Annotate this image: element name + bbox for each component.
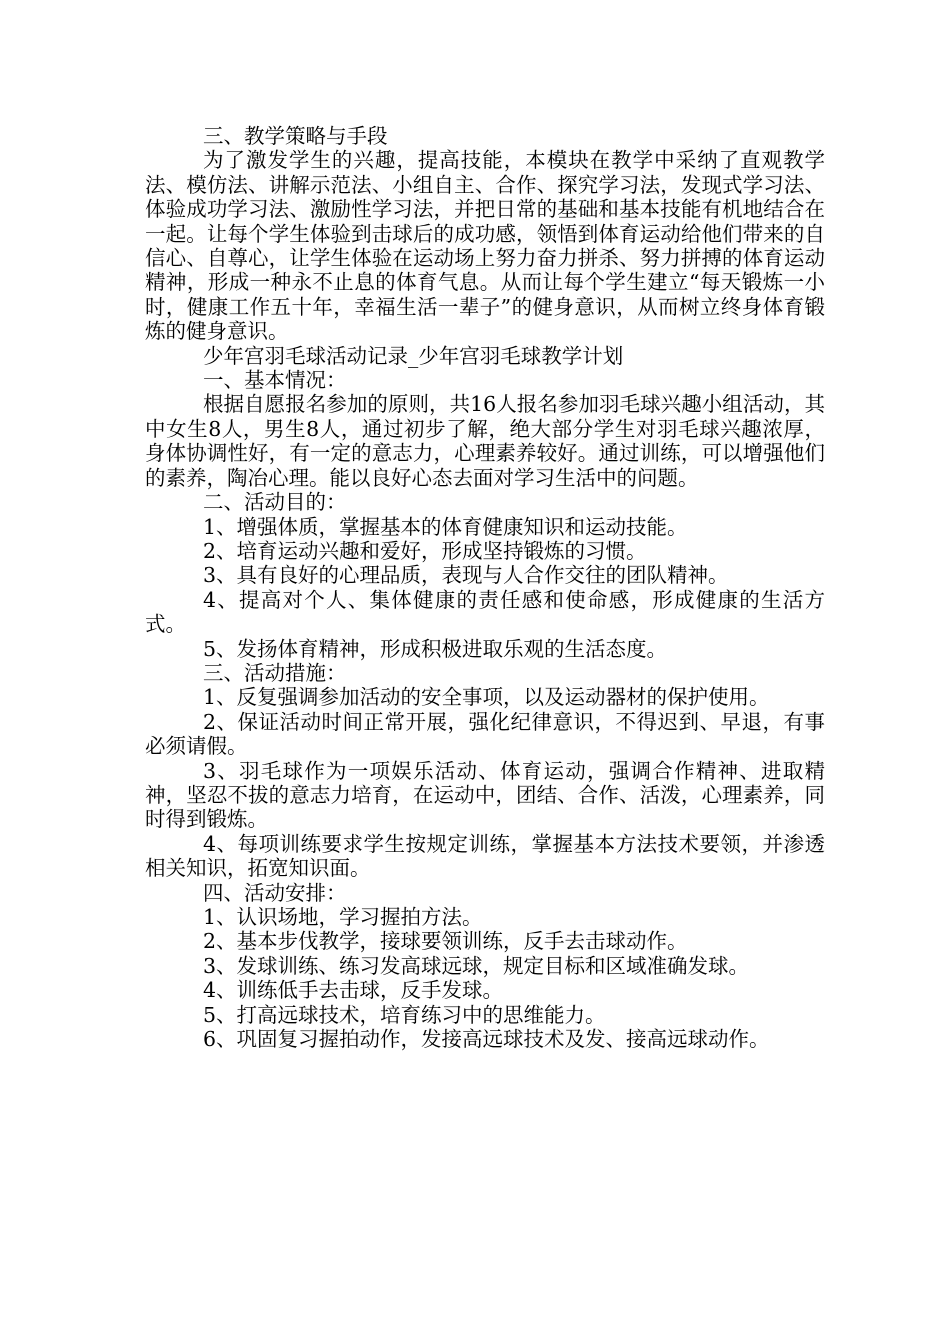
schedule-item: 6、巩固复习握拍动作，发接高远球技术及发、接高远球动作。 xyxy=(203,1027,770,1052)
goal-item: 5、发扬体育精神，形成积极进取乐观的生活态度。 xyxy=(203,636,668,661)
goal-item: 1、增强体质，掌握基本的体育健康知识和运动技能。 xyxy=(203,514,688,539)
section-heading-activity-schedule: 四、活动安排： xyxy=(203,880,347,905)
schedule-item: 2、基本步伐教学，接球要领训练，反手去击球动作。 xyxy=(203,929,688,954)
measure-item: 1、反复强调参加活动的安全事项，以及运动器材的保护使用。 xyxy=(203,685,770,710)
schedule-item: 1、认识场地，学习握拍方法。 xyxy=(203,905,483,929)
measure-item: 2、保证活动时间正常开展，强化纪律意识，不得迟到、早退，有事必须请假。 xyxy=(145,709,825,759)
goal-item: 2、培育运动兴趣和爱好，形成坚持锻炼的习惯。 xyxy=(203,538,647,563)
section-heading-teaching-strategy: 三、教学策略与手段 xyxy=(203,124,388,148)
schedule-item: 5、打高远球技术，培育练习中的思维能力。 xyxy=(203,1002,606,1027)
schedule-item: 3、发球训练、练习发高球远球，规定目标和区域准确发球。 xyxy=(203,953,750,978)
section-heading-activity-goals: 二、活动目的： xyxy=(203,490,347,515)
section-heading-basic-situation: 一、基本情况： xyxy=(203,368,347,393)
document-page xyxy=(145,124,825,1051)
schedule-item: 4、训练低手去击球，反手发球。 xyxy=(203,978,504,1003)
measure-item: 4、每项训练要求学生按规定训练，掌握基本方法技术要领，并渗透相关知识，拓宽知识面。 xyxy=(145,831,825,881)
measure-item: 3、羽毛球作为一项娱乐活动、体育运动，强调合作精神、进取精神，坚忍不拔的意志力培育，在运动中，团结、合作、活泼，心理素养，同时得到锻炼。 xyxy=(145,758,825,832)
paragraph-teaching-strategy: 为了激发学生的兴趣，提高技能，本模块在教学中采纳了直观教学法、模仿法、讲解示范法、小组自主、合作、探究学习法，发现式学习法、体验成功学习法、激励性学习法，并把日常的基础和基本技能有机地结合在一起。让每个学生体验到击球后的成功感，领悟到体育运动给他们带来的自信心、自尊心，让学生体验在运动场上努力奋力拼杀、努力拼搏的体育运动精神，形成一种永不止息的体育气息。从而让每个学生建立“每天锻炼一小时，健康工作五十年，幸福生活一辈子”的健身意识，从而树立终身体育锻炼的健身意识。 xyxy=(145,148,825,344)
document-title: 少年宫羽毛球活动记录_少年宫羽毛球教学计划 xyxy=(203,343,624,368)
goal-item: 4、提高对个人、集体健康的责任感和使命感，形成健康的生活方式。 xyxy=(145,587,825,637)
paragraph-basic-situation: 根据自愿报名参加的原则，共16人报名参加羽毛球兴趣小组活动，其中女生8人，男生8人，通过初步了解，绝大部分学生对羽毛球兴趣浓厚，身体协调性好，有一定的意志力，心理素养较好。通过训练，可以增强他们的素养，陶冶心理。能以良好心态去面对学习生活中的问题。 xyxy=(145,392,825,490)
section-heading-activity-measures: 三、活动措施： xyxy=(203,660,347,685)
goal-item: 3、具有良好的心理品质，表现与人合作交往的团队精神。 xyxy=(203,563,729,588)
